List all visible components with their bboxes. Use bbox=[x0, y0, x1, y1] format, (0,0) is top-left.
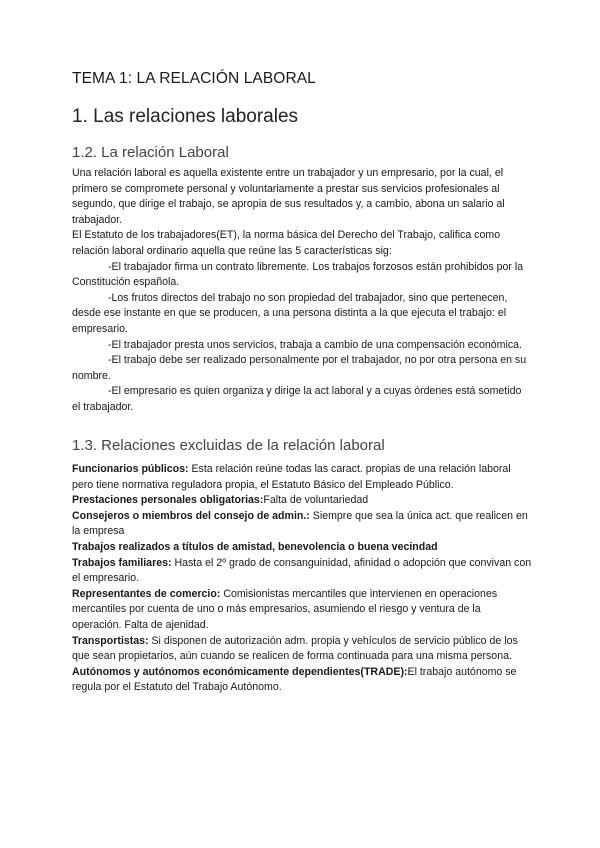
list-item: -Los frutos directos del trabajo no son propiedad del trabajador, sino que pertenecen, desde ese instante en que se producen, a una persona distinta a la que ejecuta el trabajo: el empresario. bbox=[72, 291, 508, 335]
definition-entry bbox=[72, 509, 532, 540]
definition-entry bbox=[72, 587, 532, 634]
definition-entry bbox=[72, 634, 532, 665]
definition-term: Trabajos realizados a títulos de amistad, benevolencia o buena vecindad bbox=[72, 540, 438, 553]
definition-term: Funcionarios públicos: bbox=[72, 463, 189, 475]
definition-text: El trabajo autónomo se regula por el Estatuto del Trabajo Autónomo. bbox=[72, 665, 517, 694]
definition-term: Autónomos y autónomos económicamente dependientes(TRADE): bbox=[72, 665, 408, 678]
subsection-heading-1-3: 1.3. Relaciones excluidas de la relación laboral bbox=[72, 437, 385, 454]
definition-text: Si disponen de autorización adm. propia y vehículos de servicio público de los que sean propietarios, aún cuando se realicen de forma continuada para una misma persona. bbox=[72, 634, 518, 663]
subsection-1-2-body bbox=[72, 166, 532, 416]
definition-text: Comisionistas mercantiles que intervienen en operaciones mercantiles por cuenta de uno o más empresarios, asumiendo el riesgo y ventura de la operación. Falta de ajenidad. bbox=[72, 587, 498, 631]
definition-term: Transportistas: bbox=[72, 634, 149, 647]
definition-entry bbox=[72, 665, 532, 696]
definition-text: Siempre que sea la única act. que realicen en la empresa bbox=[72, 509, 528, 538]
paragraph: Una relación laboral es aquella existente entre un trabajador y un empresario, por la cual, el primero se compromete personal y voluntariamente a prestar sus servicios profesionales al segundo, que dirige el trabajo, se apropia de sus resultados y, a cambio, abona un salario al trabajador. bbox=[72, 167, 505, 226]
definition-entry bbox=[72, 493, 532, 509]
definition-entry bbox=[72, 540, 532, 556]
paragraph: El Estatuto de los trabajadores(ET), la norma básica del Derecho del Trabajo, califica como relación laboral ordinario aquella que reúne las 5 características sig: bbox=[72, 229, 501, 257]
section-heading: 1. Las relaciones laborales bbox=[72, 106, 299, 127]
definition-term: Representantes de comercio: bbox=[72, 587, 221, 600]
list-item: -El empresario es quien organiza y dirige la act laboral y a cuyas órdenes está sometido el trabajador. bbox=[72, 385, 522, 413]
definition-term: Consejeros o miembros del consejo de admin.: bbox=[72, 509, 310, 522]
list-item: -El trabajador presta unos servicios, trabaja a cambio de una compensación económica. bbox=[108, 338, 522, 351]
definition-entry bbox=[72, 556, 532, 587]
definition-text: Falta de voluntariedad bbox=[263, 494, 369, 507]
list-item: -El trabajo debe ser realizado personalmente por el trabajador, no por otra persona en su nombre. bbox=[72, 354, 527, 382]
definition-entry bbox=[72, 462, 532, 493]
definition-term: Prestaciones personales obligatorias: bbox=[72, 494, 264, 507]
document-title: TEMA 1: LA RELACIÓN LABORAL bbox=[72, 70, 316, 87]
definition-text: Esta relación reúne todas las caract. propias de una relación laboral pero tiene normativa reguladora propia, el Estatuto Básico del Empleado Público. bbox=[72, 463, 511, 491]
subsection-heading-1-2: 1.2. La relación Laboral bbox=[72, 144, 229, 161]
definition-term: Trabajos familiares: bbox=[72, 556, 172, 569]
subsection-1-3-body bbox=[72, 462, 532, 696]
definition-text: Hasta el 2º grado de consanguinidad, afinidad o adopción que convivan con el empresario. bbox=[72, 556, 532, 585]
list-item: -El trabajador firma un contrato libremente. Los trabajos forzosos están prohibidos por la Constitución española. bbox=[72, 260, 524, 289]
